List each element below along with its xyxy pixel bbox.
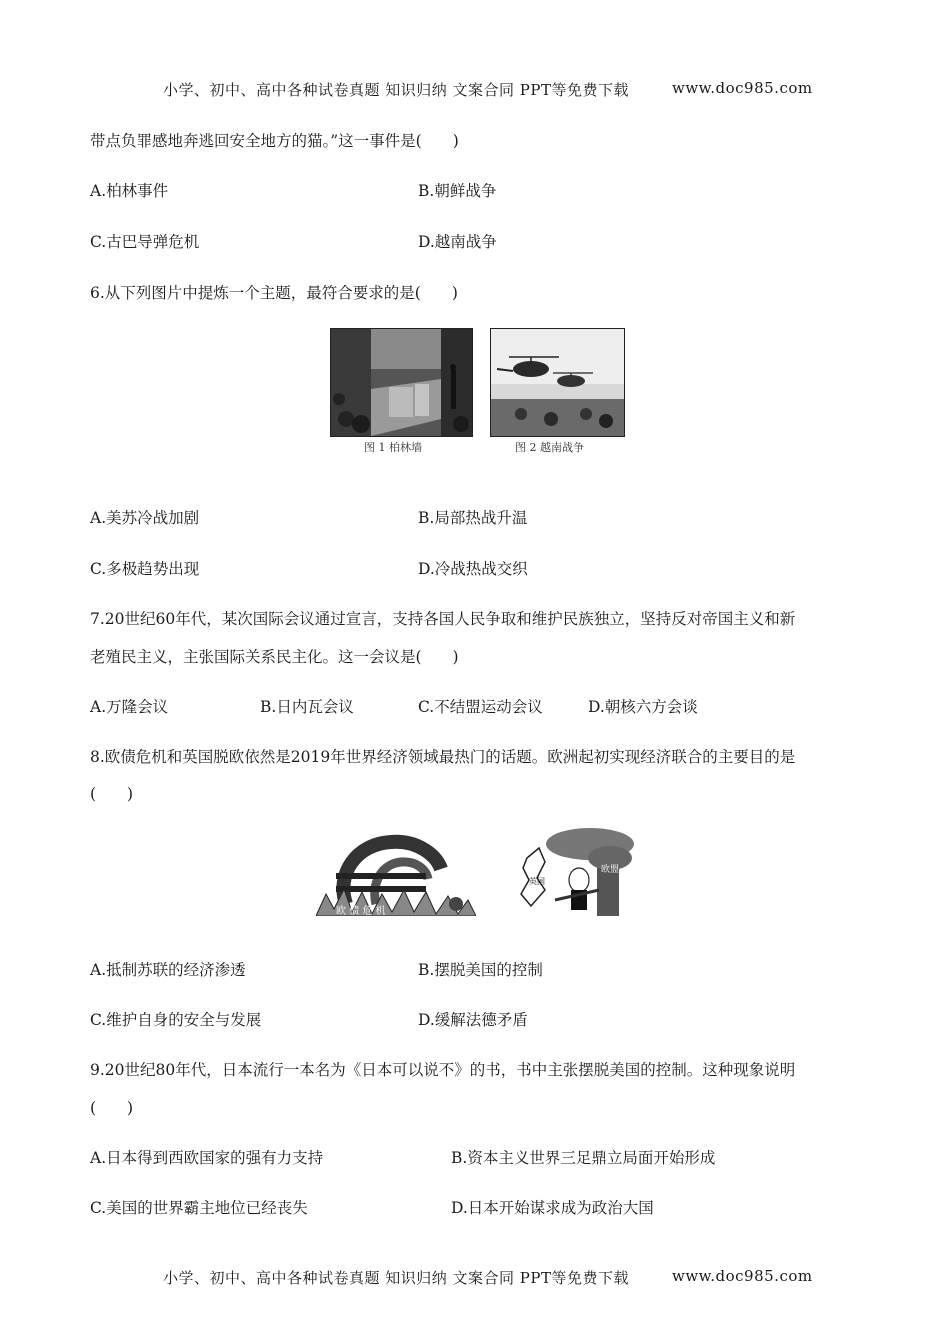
q5-option-b: B.朝鲜战争 bbox=[418, 182, 497, 200]
q8-option-b: B.摆脱美国的控制 bbox=[418, 961, 543, 979]
q5-option-c: C.古巴导弹危机 bbox=[90, 233, 200, 251]
q7-stem-line2: 老殖民主义，主张国际关系民主化。这一会议是( ) bbox=[90, 648, 459, 666]
q6-option-c: C.多极趋势出现 bbox=[90, 560, 200, 578]
vietnam-war-photo bbox=[490, 328, 625, 437]
q9-option-b: B.资本主义世界三足鼎立局面开始形成 bbox=[451, 1149, 716, 1167]
q6-option-b: B.局部热战升温 bbox=[418, 509, 528, 527]
q7-option-d: D.朝核六方会谈 bbox=[588, 698, 698, 716]
fig1-caption: 图 1 柏林墙 bbox=[364, 441, 422, 454]
header-text: 小学、初中、高中各种试卷真题 知识归纳 文案合同 PPT等免费下载 bbox=[163, 81, 629, 99]
q9-option-c: C.美国的世界霸主地位已经丧失 bbox=[90, 1199, 308, 1217]
q6-option-a: A.美苏冷战加剧 bbox=[90, 509, 200, 527]
header-url: www.doc985.com bbox=[672, 79, 813, 97]
berlin-wall-photo bbox=[330, 328, 473, 437]
fig2-caption: 图 2 越南战争 bbox=[515, 441, 584, 454]
q7-option-a: A.万隆会议 bbox=[90, 698, 169, 716]
q6-option-d: D.冷战热战交织 bbox=[418, 560, 528, 578]
q5-stem-tail: 带点负罪感地奔逃回安全地方的猫。”这一事件是( ) bbox=[90, 132, 459, 150]
q5-option-d: D.越南战争 bbox=[418, 233, 497, 251]
q7-option-c: C.不结盟运动会议 bbox=[418, 698, 543, 716]
q8-option-d: D.缓解法德矛盾 bbox=[418, 1011, 528, 1029]
brexit-cartoon bbox=[515, 828, 635, 916]
q6-stem: 6.从下列图片中提炼一个主题，最符合要求的是( ) bbox=[90, 284, 458, 302]
euro-debt-cartoon bbox=[316, 834, 476, 916]
q7-option-b: B.日内瓦会议 bbox=[260, 698, 354, 716]
footer-url: www.doc985.com bbox=[672, 1267, 813, 1285]
q8-stem-line1: 8.欧债危机和英国脱欧依然是2019年世界经济领域最热门的话题。欧洲起初实现经济联合的主要目的是 bbox=[90, 748, 796, 766]
cartoon2-uk-label: 英国 bbox=[529, 877, 545, 886]
cartoon1-label: 欧 债 危 机 bbox=[336, 906, 386, 916]
footer-text: 小学、初中、高中各种试卷真题 知识归纳 文案合同 PPT等免费下载 bbox=[163, 1269, 629, 1287]
q8-option-a: A.抵制苏联的经济渗透 bbox=[90, 961, 246, 979]
q5-option-a: A.柏林事件 bbox=[90, 182, 169, 200]
q9-option-a: A.日本得到西欧国家的强有力支持 bbox=[90, 1149, 324, 1167]
q9-stem-line2: ( ) bbox=[90, 1099, 134, 1117]
q9-stem-line1: 9.20世纪80年代，日本流行一本名为《日本可以说不》的书，书中主张摆脱美国的控制。这种现象说明 bbox=[90, 1061, 796, 1079]
cartoon2-eu-label: 欧盟 bbox=[601, 865, 620, 875]
q7-stem-line1: 7.20世纪60年代，某次国际会议通过宣言，支持各国人民争取和维护民族独立，坚持反对帝国主义和新 bbox=[90, 610, 796, 628]
q9-option-d: D.日本开始谋求成为政治大国 bbox=[451, 1199, 654, 1217]
q8-option-c: C.维护自身的安全与发展 bbox=[90, 1011, 262, 1029]
q8-stem-line2: ( ) bbox=[90, 785, 134, 803]
